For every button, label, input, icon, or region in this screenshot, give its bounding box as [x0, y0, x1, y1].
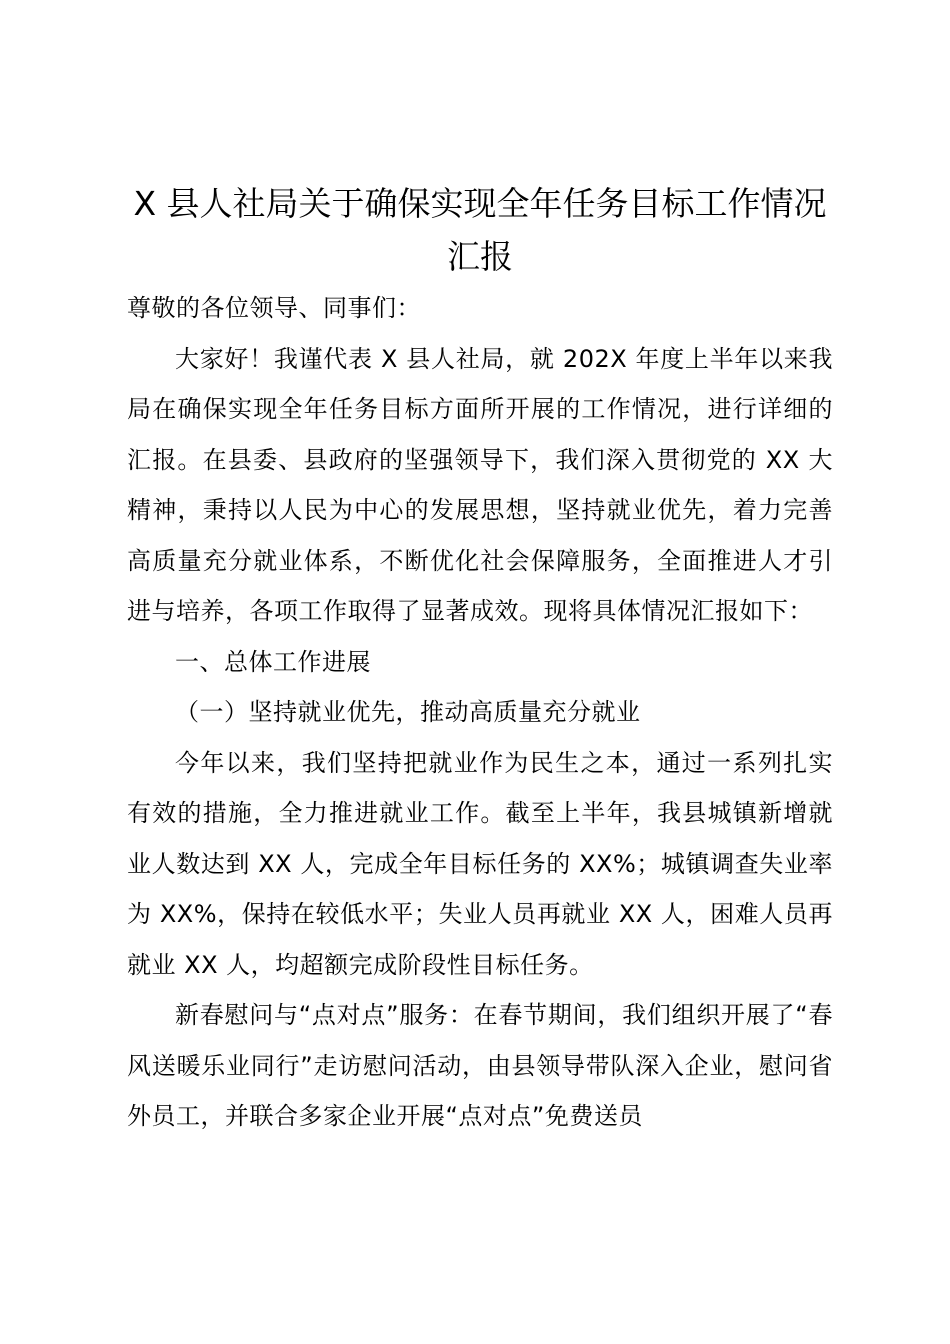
document-body	[127, 177, 833, 1142]
document-title: X 县人社局关于确保实现全年任务目标工作情况汇报	[133, 184, 827, 276]
employment-paragraph: 今年以来，我们坚持把就业作为民生之本，通过一系列扎实有效的措施，全力推进就业工作。截至上半年，我县城镇新增就业人数达到 XX 人，完成全年目标任务的 XX%；城镇调查失业率为 XX%，保持在较低水平；失业人员再就业 XX 人，困难人员再就业 XX 人，均超额完成阶段性目标任务。	[127, 748, 833, 979]
spring-festival-paragraph: 新春慰问与“点对点”服务：在春节期间，我们组织开展了“春风送暖乐业同行”走访慰问活动，由县领导带队深入企业，慰问省外员工，并联合多家企业开展“点对点”免费送员	[127, 1001, 833, 1130]
section-heading-1: 一、总体工作进展	[175, 647, 371, 676]
salutation: 尊敬的各位领导、同事们：	[127, 294, 421, 322]
opening-paragraph: 大家好！我谨代表 X 县人社局，就 202X 年度上半年以来我局在确保实现全年任务目标方面所开展的工作情况，进行详细的汇报。在县委、县政府的坚强领导下，我们深入贯彻党的 XX 大精神，秉持以人民为中心的发展思想，坚持就业优先，着力完善高质量充分就业体系，不断优化社会保障服务，全面推进人才引进与培养，各项工作取得了显著成效。现将具体情况汇报如下：	[127, 344, 833, 625]
subsection-heading-1: （一）坚持就业优先，推动高质量充分就业	[175, 698, 641, 726]
